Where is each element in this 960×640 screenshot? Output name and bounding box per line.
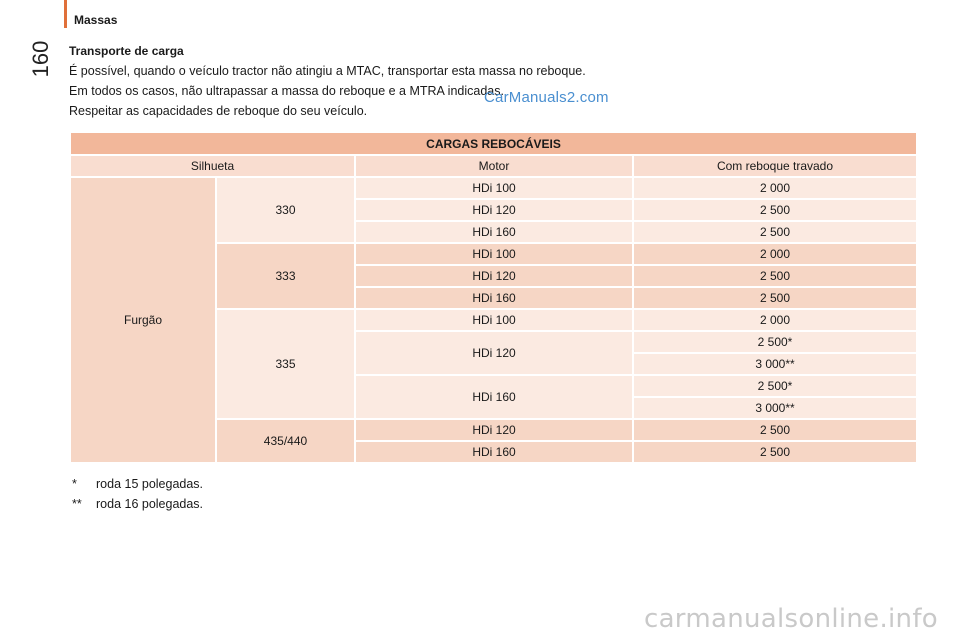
version-cell: 330 — [217, 178, 356, 242]
intro-paragraph: É possível, quando o veículo tractor não atingiu a MTAC, transportar esta massa no reboque. — [69, 64, 586, 78]
watermark-top: CarManuals2.com — [484, 89, 609, 106]
table-header-row — [71, 156, 916, 176]
motor-cell: HDi 120 — [356, 420, 634, 440]
table-title: CARGAS REBOCÁVEIS — [71, 133, 916, 154]
intro-paragraph: Respeitar as capacidades de reboque do seu veículo. — [69, 104, 368, 118]
motor-cell: HDi 100 — [356, 244, 634, 264]
footnote — [72, 496, 203, 512]
motor-cell: HDi 120 — [356, 266, 634, 286]
footnote — [72, 476, 203, 492]
value-cell: 2 500* — [634, 332, 916, 352]
intro-heading: Transporte de carga — [69, 44, 184, 58]
motor-cell: HDi 100 — [356, 178, 634, 198]
value-cell: 2 500 — [634, 288, 916, 308]
section-title: Massas — [74, 13, 118, 27]
value-cell: 2 500 — [634, 442, 916, 462]
value-cell: 2 000 — [634, 310, 916, 330]
version-cell: 435/440 — [217, 420, 356, 462]
motor-cell: HDi 100 — [356, 310, 634, 330]
value-cell: 3 000** — [634, 354, 916, 374]
column-header-braked-trailer: Com reboque travado — [634, 156, 916, 176]
value-cell: 2 500* — [634, 376, 916, 396]
table-title-row — [71, 133, 916, 154]
value-cell: 2 500 — [634, 420, 916, 440]
motor-cell: HDi 120 — [356, 200, 634, 220]
table-row — [71, 178, 916, 198]
intro-paragraph: Em todos os casos, não ultrapassar a massa do reboque e a MTRA indicadas. — [69, 84, 504, 98]
value-cell: 2 500 — [634, 222, 916, 242]
watermark-bottom: carmanualsonline.info — [643, 604, 938, 634]
intro-block — [69, 44, 929, 123]
version-cell: 333 — [217, 244, 356, 308]
version-cell: 335 — [217, 310, 356, 418]
motor-cell: HDi 160 — [356, 288, 634, 308]
value-cell: 2 500 — [634, 200, 916, 220]
motor-cell: HDi 160 — [356, 222, 634, 242]
motor-cell: HDi 160 — [356, 442, 634, 462]
footnote-mark: ** — [72, 497, 82, 511]
value-cell: 2 000 — [634, 178, 916, 198]
value-cell: 3 000** — [634, 398, 916, 418]
silhouette-cell: Furgão — [71, 178, 217, 462]
towing-loads-table — [71, 131, 916, 464]
section-accent-bar — [64, 0, 67, 28]
page-number: 160 — [28, 40, 53, 78]
motor-cell: HDi 120 — [356, 332, 634, 374]
value-cell: 2 500 — [634, 266, 916, 286]
column-header-silhouette: Silhueta — [71, 156, 356, 176]
footnote-mark: * — [72, 477, 77, 491]
column-header-motor: Motor — [356, 156, 634, 176]
footnote-text: roda 16 polegadas. — [96, 497, 204, 511]
footnotes — [72, 476, 203, 516]
value-cell: 2 000 — [634, 244, 916, 264]
motor-cell: HDi 160 — [356, 376, 634, 418]
footnote-text: roda 15 polegadas. — [96, 477, 204, 491]
